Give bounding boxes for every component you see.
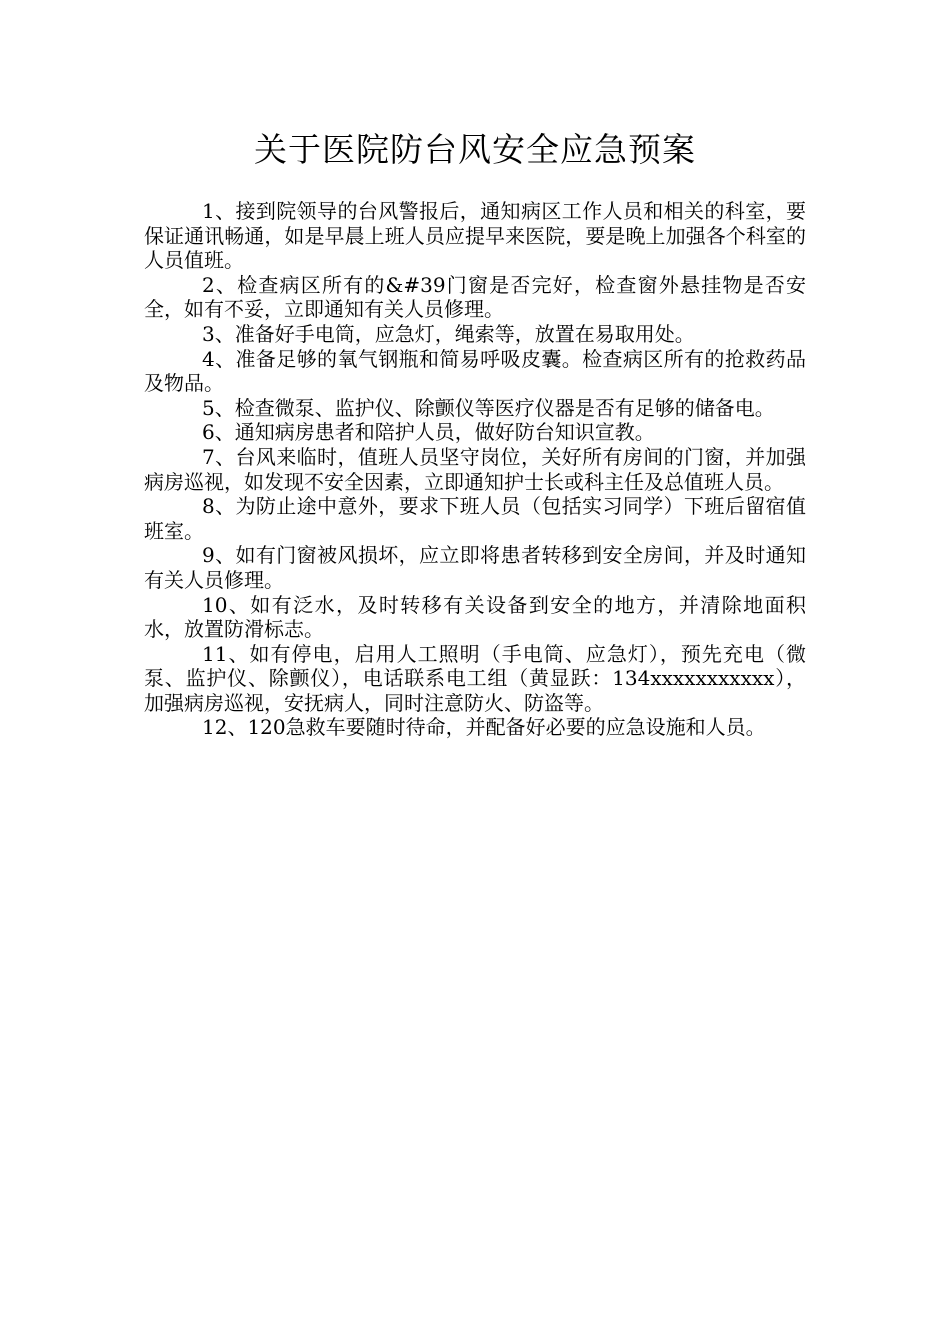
paragraph-11: 11、如有停电，启用人工照明（手电筒、应急灯），预先充电（微泵、监护仪、除颤仪），电话联系电工组（黄显跃：134xxxxxxxxxxx），加强病房巡视，安抚病人，同时注意防火、防盗等。 — [144, 641, 806, 715]
paragraph-5: 5、检查微泵、监护仪、除颤仪等医疗仪器是否有足够的储备电。 — [202, 395, 775, 420]
paragraph-8: 8、为防止途中意外，要求下班人员（包括实习同学）下班后留宿值班室。 — [144, 494, 806, 543]
paragraph-10: 10、如有泛水，及时转移有关设备到安全的地方，并清除地面积水，放置防滑标志。 — [144, 592, 806, 642]
document-title: 关于医院防台风安全应急预案 — [254, 130, 696, 169]
paragraph-6: 6、通知病房患者和陪护人员，做好防台知识宣教。 — [202, 420, 655, 445]
paragraph-7: 7、台风来临时，值班人员坚守岗位，关好所有房间的门窗，并加强病房巡视，如发现不安全因素，立即通知护士长或科主任及总值班人员。 — [144, 444, 806, 494]
paragraph-1: 1、接到院领导的台风警报后，通知病区工作人员和相关的科室，要保证通讯畅通，如是早晨上班人员应提早来医院，要是晚上加强各个科室的人员值班。 — [144, 199, 806, 273]
paragraph-2: 2、检查病区所有的&#39门窗是否完好，检查窗外悬挂物是否安全，如有不妥，立即通知有关人员修理。 — [144, 272, 806, 322]
paragraph-9: 9、如有门窗被风损坏，应立即将患者转移到安全房间，并及时通知有关人员修理。 — [144, 543, 806, 592]
paragraph-12: 12、120急救车要随时待命，并配备好必要的应急设施和人员。 — [202, 715, 766, 740]
paragraph-3: 3、准备好手电筒，应急灯，绳索等，放置在易取用处。 — [202, 321, 695, 346]
document-body — [144, 199, 806, 740]
paragraph-4: 4、准备足够的氧气钢瓶和简易呼吸皮囊。检查病区所有的抢救药品及物品。 — [144, 346, 806, 396]
